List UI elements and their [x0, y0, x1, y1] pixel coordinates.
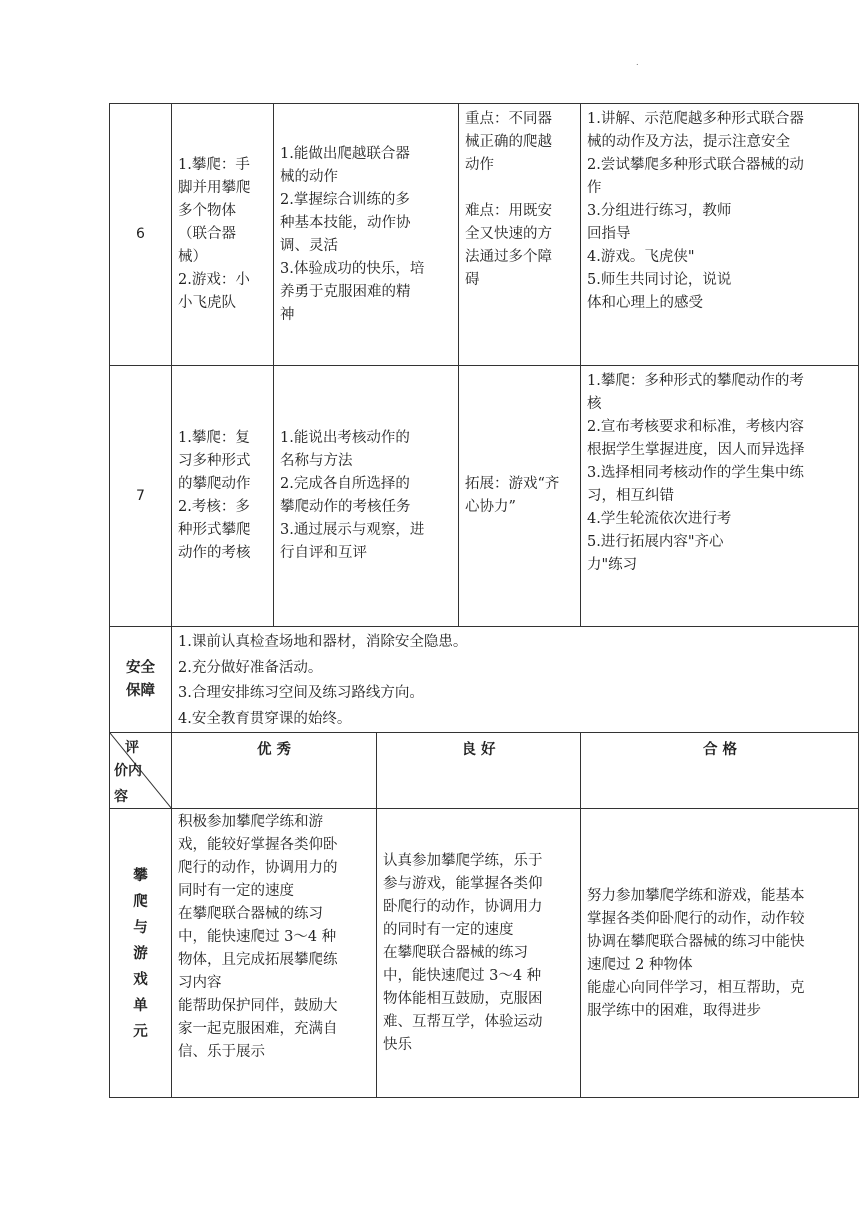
text-line: 3.分组进行练习，教师 [587, 203, 732, 219]
text-line: 碍 [465, 272, 480, 288]
text-line: （联合器 [178, 226, 236, 242]
text-line: 2.考核：多 [178, 499, 250, 515]
lesson-content [171, 103, 273, 365]
text-line: 作 [587, 180, 602, 196]
text-line: 械的动作及方法，提示注意安全 [587, 134, 790, 150]
text-line: 械的动作 [280, 168, 338, 185]
text-line: 1.讲解、示范爬越多种形式联合器 [587, 111, 804, 127]
text-line: 3.通过展示与观察，进 [280, 522, 425, 538]
text-line: 积极参加攀爬学练和游 [178, 814, 323, 830]
text-line: 认真参加攀爬学练，乐于 [383, 853, 543, 869]
text-line: 戏，能较好掌握各类仰卧 [178, 837, 338, 853]
text-line: 2.尝试攀爬多种形式联合器械的动 [587, 157, 804, 173]
lesson-key-points-lines [465, 473, 574, 519]
text-line: 多个物体 [178, 203, 236, 219]
text-line: 信、乐于展示 [178, 1044, 265, 1060]
text-line: 中，能快速爬过 3～4 种 [178, 929, 337, 945]
text-line: 调、灵活 [280, 237, 338, 254]
lesson-key-points [458, 365, 580, 626]
text-line: 习，相互纠错 [587, 488, 674, 504]
evaluation-excellent [171, 808, 376, 1098]
text-line: 核 [587, 396, 602, 412]
text-line: 习多种形式 [178, 453, 251, 469]
lesson-goals-lines [280, 143, 452, 327]
text-line: 协调在攀爬联合器械的练习中能快 [587, 933, 805, 950]
text-line: 1.攀爬：复 [178, 430, 250, 446]
text-line: 游 [133, 945, 148, 962]
lesson-goals-lines [280, 427, 452, 565]
text-line: 中，能快速爬过 3～4 种 [383, 968, 542, 984]
text-line: 习内容 [178, 975, 222, 991]
text-line: 动作的考核 [178, 545, 251, 561]
text-line: 与 [133, 919, 148, 936]
lesson-methods [580, 103, 859, 365]
text-line: 爬 [133, 893, 148, 910]
text-line: 重点：不同器 [465, 111, 552, 127]
text-line: 械） [178, 249, 207, 265]
text-line: 体和心理上的感受 [587, 295, 703, 311]
text-line: 单 [133, 997, 148, 1014]
text-line: 爬行的动作，协调用力的 [178, 860, 338, 876]
text-line: 动作 [465, 157, 494, 173]
text-line: 名称与方法 [280, 453, 353, 469]
corner-mid-label: 价内 [114, 763, 142, 779]
text-line: 拓展：游戏“齐 [465, 476, 560, 492]
text-line: 4.游戏。飞虎侠" [587, 249, 695, 265]
text-line: 1.能做出爬越联合器 [280, 145, 410, 162]
text-line: 难点：用既安 [465, 203, 552, 219]
text-line: 种形式攀爬 [178, 522, 251, 538]
text-line: 的攀爬动作 [178, 476, 251, 492]
text-line: 难、互帮互学，体验运动 [383, 1014, 543, 1030]
text-line: 努力参加攀爬学练和游戏，能基本 [587, 887, 805, 904]
text-line: 服学练中的困难，取得进步 [587, 1002, 761, 1019]
text-line: 卧爬行的动作，协调用力 [383, 899, 543, 915]
header-pass: 合 格 [580, 732, 859, 808]
text-line: 攀 [133, 867, 148, 884]
text-line: 能帮助保护同伴，鼓励大 [178, 998, 338, 1014]
text-line: 同时有一定的速度 [178, 883, 294, 899]
text-line: 家一起克服困难，充满自 [178, 1021, 338, 1037]
text-line: 快乐 [383, 1037, 412, 1053]
text-line: 2.充分做好准备活动。 [178, 659, 323, 676]
text-line: 法通过多个障 [465, 249, 552, 265]
text-line: 3.合理安排练习空间及练习路线方向。 [178, 685, 424, 701]
text-line: 5.师生共同讨论，说说 [587, 272, 732, 288]
text-line: 脚并用攀爬 [178, 180, 251, 196]
text-line: 3.体验成功的快乐，培 [280, 260, 425, 277]
text-line: 全又快速的方 [465, 226, 552, 242]
lesson-key-points [458, 103, 580, 365]
evaluation-good [376, 808, 580, 1098]
row-label-chars [133, 863, 148, 1045]
lesson-content [171, 365, 273, 626]
text-line: 心协力” [465, 499, 516, 515]
text-line: 3.选择相同考核动作的学生集中练 [587, 465, 804, 481]
text-line: 1.课前认真检查场地和器材，消除安全隐患。 [178, 634, 468, 650]
text-line: 小飞虎队 [178, 295, 236, 311]
safety-items [171, 626, 859, 732]
lesson-goals [273, 103, 458, 365]
text-line: 1.能说出考核动作的 [280, 430, 410, 446]
text-line: 4.学生轮流依次进行考 [587, 511, 732, 527]
lesson-goals [273, 365, 458, 626]
text-line: 4.安全教育贯穿课的始终。 [178, 710, 352, 727]
lesson-methods [580, 365, 859, 626]
text-line: 速爬过 2 种物体 [587, 956, 693, 973]
text-line: 行自评和互评 [280, 545, 367, 561]
evaluation-row-label [109, 808, 171, 1098]
lesson-methods-lines [587, 108, 853, 315]
header-excellent: 优 秀 [171, 732, 376, 808]
text-line: 戏 [133, 971, 148, 988]
text-line: 2.游戏：小 [178, 272, 250, 288]
text-line: 2.宣布考核要求和标准，考核内容 [587, 419, 804, 435]
page-marker: . [636, 58, 639, 67]
header-good: 良 好 [376, 732, 580, 808]
evaluation-corner [109, 732, 171, 808]
text-line: 物体，且完成拓展攀爬练 [178, 952, 338, 968]
lesson-number: 7 [109, 365, 171, 626]
text-line: 养勇于克服困难的精 [280, 283, 411, 300]
text-line: 物体能相互鼓励，克服困 [383, 991, 543, 1007]
text-line: 元 [133, 1023, 148, 1040]
text-line [465, 177, 574, 200]
text-line: 回指导 [587, 226, 631, 242]
text-line: 攀爬动作的考核任务 [280, 499, 411, 515]
corner-bottom-label: 容 [114, 789, 128, 805]
text-line: 神 [280, 306, 295, 323]
text-line: 的同时有一定的速度 [383, 922, 514, 938]
evaluation-pass [580, 808, 859, 1098]
pass-lines [587, 885, 853, 1023]
corner-top-label: 评 [125, 740, 139, 756]
text-line: 掌握各类仰卧爬行的动作，动作较 [587, 910, 805, 927]
lesson-content-lines [178, 427, 267, 565]
text-line: 2.掌握综合训练的多 [280, 191, 410, 208]
text-line: 力"练习 [587, 557, 638, 573]
lesson-key-points-lines [465, 108, 574, 292]
text-line: 在攀爬联合器械的练习 [383, 945, 528, 961]
excellent-lines [178, 811, 370, 1064]
text-line: 2.完成各自所选择的 [280, 476, 410, 492]
text-line: 能虚心向同伴学习，相互帮助，克 [587, 979, 805, 996]
safety-label: 安全 保障 [109, 626, 171, 732]
text-line: 参与游戏，能掌握各类仰 [383, 876, 543, 892]
good-lines [383, 850, 574, 1057]
lesson-methods-lines [587, 370, 853, 577]
text-line: 种基本技能，动作协 [280, 214, 411, 231]
safety-item-lines [178, 630, 853, 732]
text-line: 根据学生掌握进度，因人而异选择 [587, 442, 805, 458]
text-line: 在攀爬联合器械的练习 [178, 906, 323, 922]
text-line: 1.攀爬：手 [178, 157, 250, 173]
lesson-content-lines [178, 154, 267, 315]
text-line: 械正确的爬越 [465, 134, 552, 150]
text-line: 5.进行拓展内容"齐心 [587, 534, 724, 550]
text-line: 1.攀爬：多种形式的攀爬动作的考 [587, 373, 804, 389]
lesson-number: 6 [109, 103, 171, 365]
